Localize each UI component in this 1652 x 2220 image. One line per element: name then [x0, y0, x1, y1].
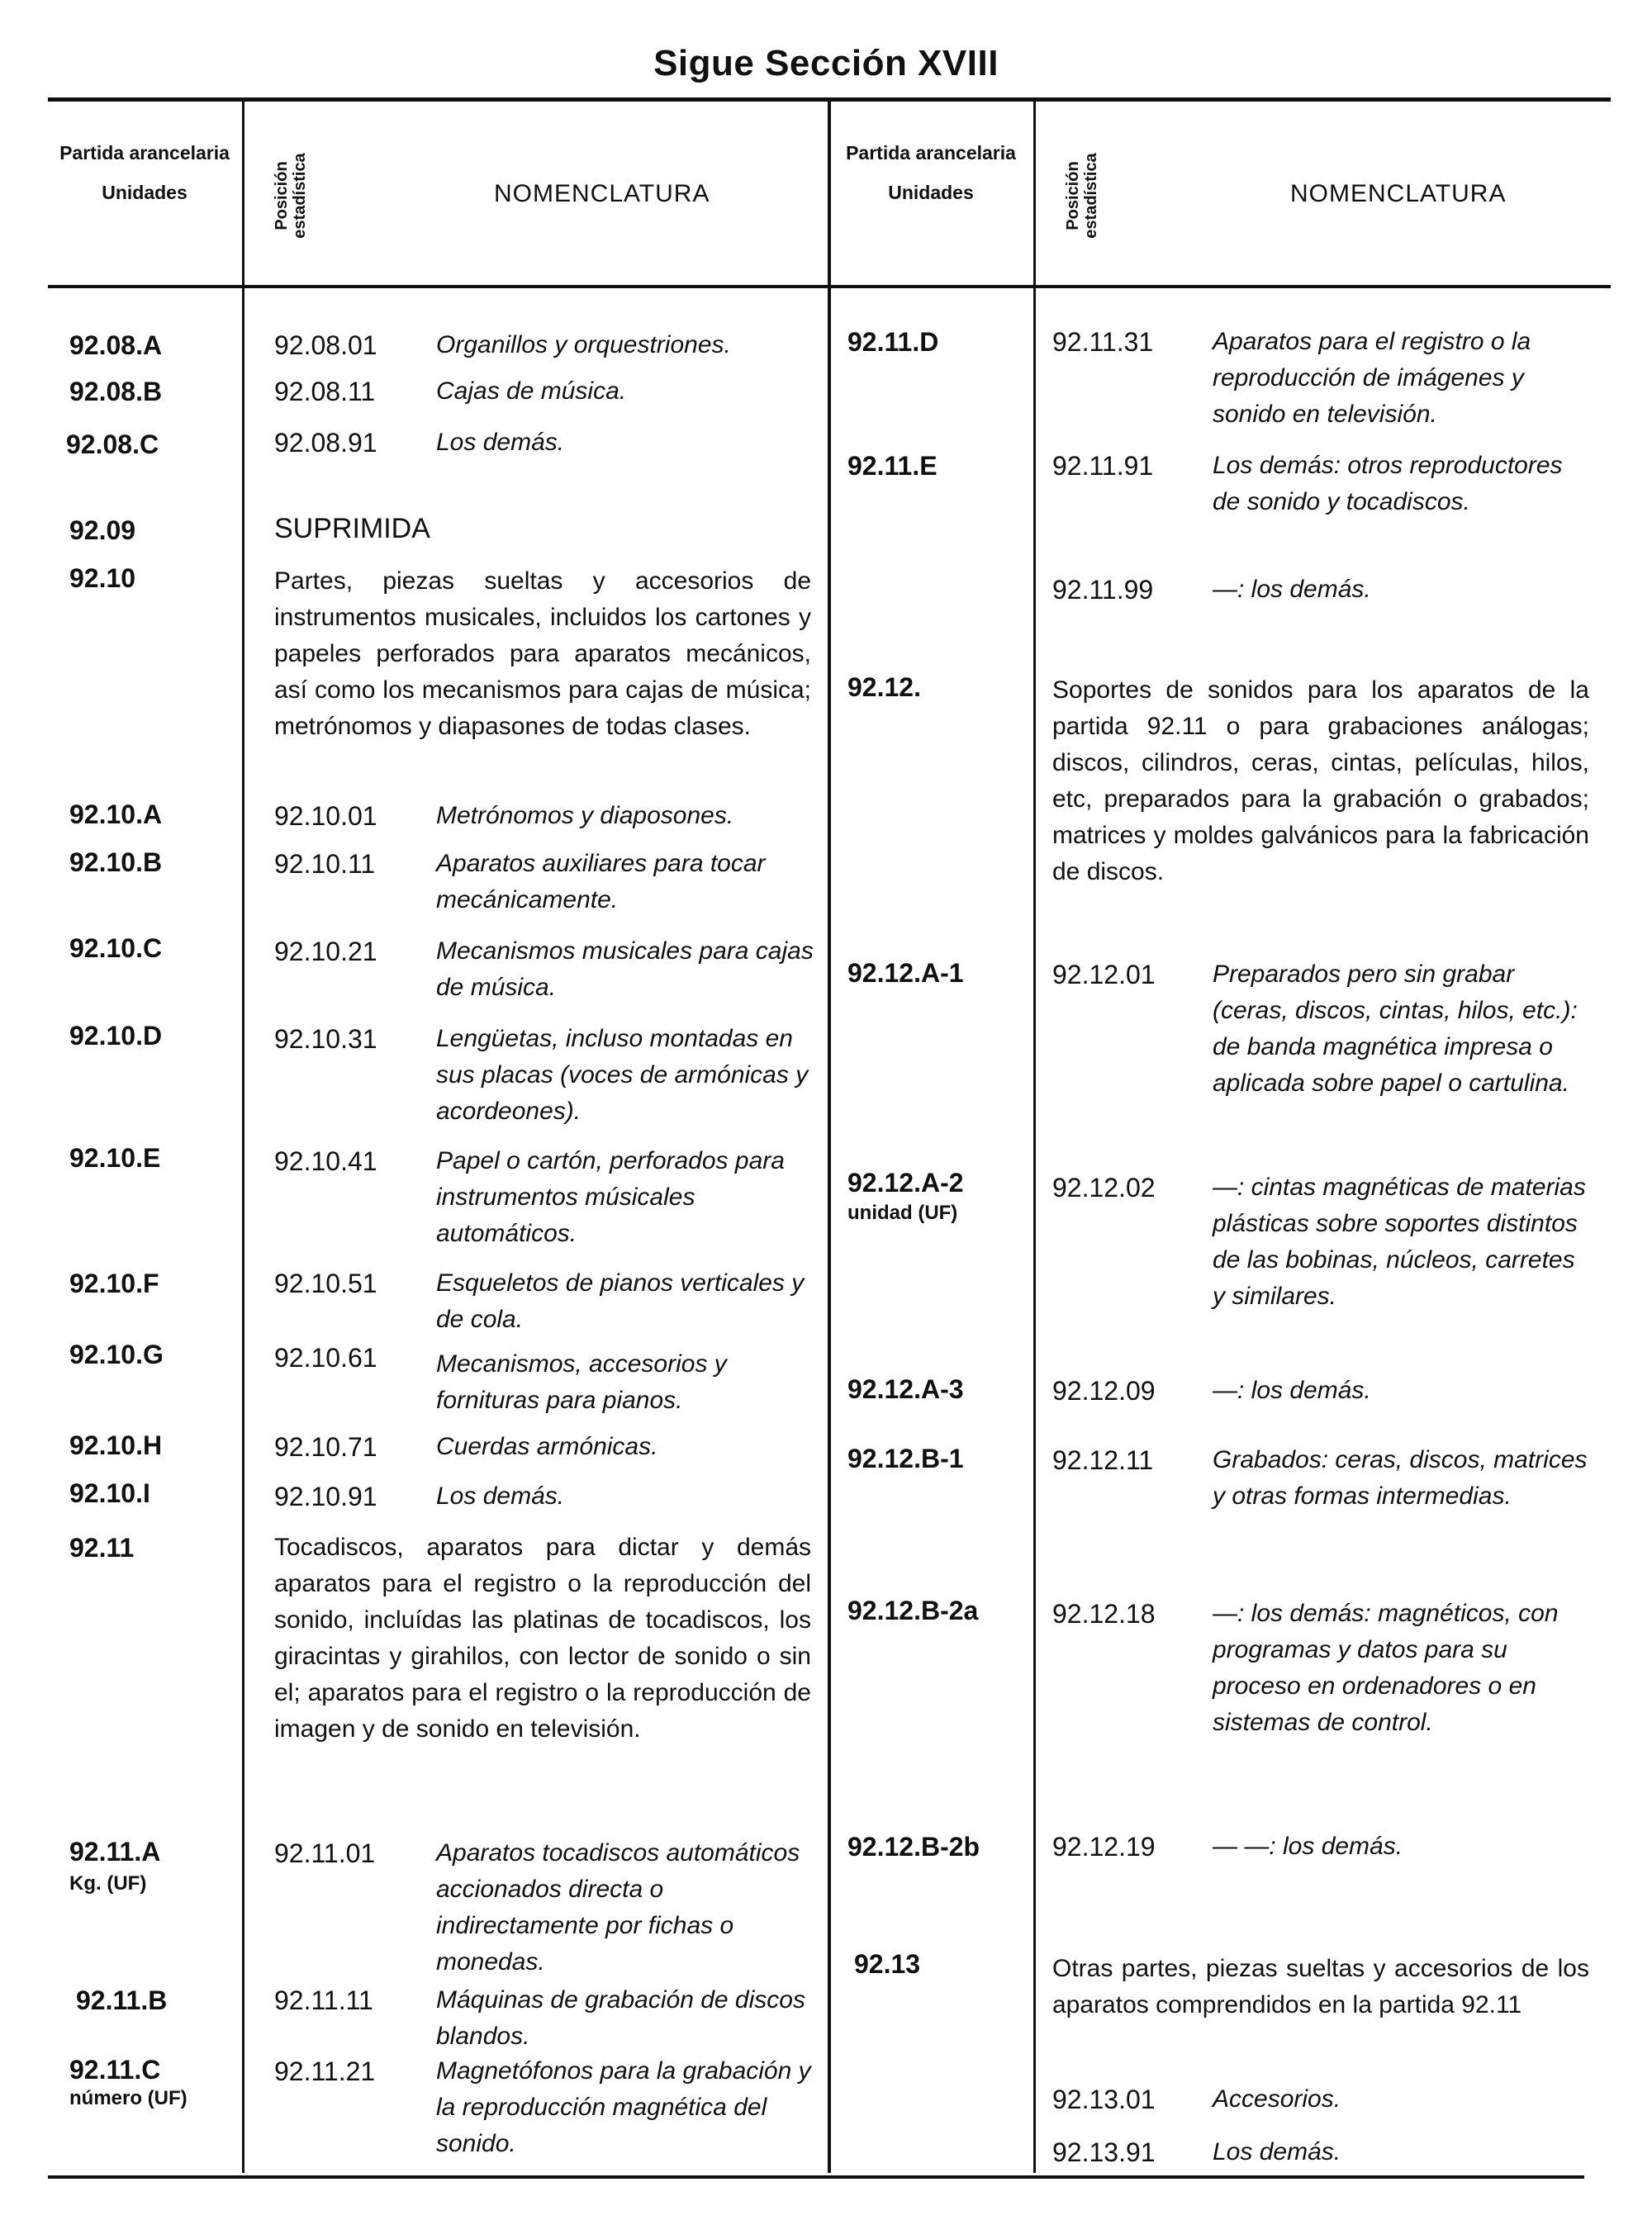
statistical-position: 92.11.99 — [1052, 575, 1154, 605]
partida-code: 92.13 — [854, 1949, 921, 1979]
unit-label: unidad (UF) — [847, 1202, 958, 1224]
statistical-position: 92.12.01 — [1052, 960, 1156, 989]
statistical-position: 92.10.91 — [274, 1482, 377, 1511]
description: —: los demás: magnéticos, con programas y datos para su proceso en ordenadores o en sistemas de control. — [1213, 1600, 1559, 1736]
statistical-position: 92.11.31 — [1052, 327, 1154, 357]
description: Los demás: otros reproductores de sonido y tocadiscos. — [1213, 452, 1563, 515]
column-divider — [242, 102, 244, 2173]
partida-code: 92.10.A — [69, 799, 163, 829]
description: — —: los demás. — [1213, 1833, 1403, 1860]
partida-code: 92.10.E — [69, 1143, 161, 1173]
unit-label: Kg. (UF) — [69, 1872, 147, 1895]
description: Organillos y orquestriones. — [436, 331, 731, 358]
unit-label: número (UF) — [69, 2087, 188, 2109]
posicion-header: Posición estadística — [1064, 153, 1100, 239]
statistical-position: 92.08.11 — [274, 377, 376, 406]
statistical-position: 92.13.91 — [1052, 2137, 1156, 2167]
description: Los demás. — [436, 1482, 565, 1510]
partida-code: 92.08.B — [69, 377, 163, 406]
partida-code: 92.08.C — [66, 429, 159, 459]
partida-code: 92.11.B — [76, 1985, 168, 2015]
partida-code: 92.10.C — [69, 933, 163, 963]
partida-code: 92.12.A-1 — [847, 958, 964, 988]
partida-code: 92.12.B-1 — [847, 1444, 964, 1473]
statistical-position: 92.10.21 — [274, 937, 377, 966]
description: Cajas de música. — [436, 377, 627, 405]
statistical-position: 92.11.91 — [1052, 451, 1154, 481]
statistical-position: 92.12.02 — [1052, 1173, 1156, 1202]
description: Esqueletos de pianos verticales y de cola. — [436, 1269, 805, 1333]
partida-code: 92.10 — [69, 563, 136, 593]
statistical-position: 92.08.01 — [274, 330, 377, 360]
description: Metrónomos y diaposones. — [436, 802, 734, 829]
partida-code: 92.10.I — [69, 1478, 150, 1508]
description: Grabados: ceras, discos, matrices y otras formas intermedias. — [1213, 1446, 1588, 1510]
posicion-header: Posición estadística — [273, 153, 309, 239]
partida-code: 92.10.H — [69, 1430, 163, 1460]
partida-code: 92.12.A-3 — [847, 1374, 964, 1404]
description: —: los demás. — [1213, 1377, 1371, 1404]
page-title: Sigue Sección XVIII — [653, 43, 999, 83]
partida-code: 92.12. — [847, 672, 921, 702]
statistical-position: 92.10.01 — [274, 801, 377, 831]
partida-code: 92.11.C — [69, 2055, 161, 2085]
statistical-position: 92.11.11 — [274, 1985, 373, 2015]
statistical-position: 92.08.91 — [274, 428, 377, 458]
description: Tocadiscos, aparatos para dictar y demás aparatos para el registro o la reproducción del sonido, incluídas las platinas de tocadiscos, los giracintas y girahilos, con lector de sonido o sin el; aparatos para el registro o la reproducción de imagen y de sonido en televisión. — [274, 1534, 811, 1743]
partida-code: 92.12.B-2a — [847, 1596, 979, 1625]
description: Máquinas de grabación de discos blandos. — [436, 1986, 805, 2050]
statistical-position: 92.10.11 — [274, 849, 376, 879]
description: Partes, piezas sueltas y accesorios de instrumentos musicales, incluidos los cartones y papeles perforados para aparatos mecánicos, así como los mecanismos para cajas de música; metrónomos y diapasones de todas clases. — [274, 567, 811, 740]
description: Mecanismos musicales para cajas de música. — [436, 937, 814, 1001]
partida-code: 92.11.E — [847, 451, 938, 481]
description: Accesorios. — [1213, 2085, 1341, 2113]
description: —: cintas magnéticas de materias plásticas sobre soportes distintos de las bobinas, núcleos, carretes y similares. — [1213, 1174, 1586, 1310]
partida-code: 92.11.A — [69, 1837, 161, 1867]
bottom-rule — [48, 2175, 1584, 2179]
column-divider — [828, 102, 831, 2173]
statistical-position: 92.12.09 — [1052, 1376, 1156, 1406]
partida-code: 92.10.D — [69, 1021, 163, 1051]
column-divider — [1033, 102, 1036, 2173]
description: Papel o cartón, perforados para instrumentos músicales automáticos. — [436, 1147, 785, 1247]
statistical-position: 92.12.18 — [1052, 1599, 1156, 1629]
nomenclatura-header: NOMENCLATURA — [1290, 180, 1507, 207]
description: Aparatos tocadiscos automáticos accionados directa o indirectamente por fichas o monedas. — [436, 1839, 800, 1976]
description: —: los demás. — [1213, 576, 1371, 603]
partida-code: 92.09 — [69, 515, 136, 545]
description: Preparados pero sin grabar (ceras, discos, cintas, hilos, etc.): de banda magnética impresa o aplicada sobre papel o cartulina. — [1213, 961, 1578, 1097]
unidades-header: Unidades — [102, 182, 188, 203]
statistical-position: 92.10.51 — [274, 1269, 377, 1298]
statistical-position: 92.12.11 — [1052, 1445, 1154, 1475]
description: SUPRIMIDA — [274, 513, 430, 544]
partida-code: 92.10.B — [69, 847, 163, 877]
statistical-position: 92.11.21 — [274, 2056, 376, 2086]
unidades-header: Unidades — [888, 182, 974, 203]
statistical-position: 92.10.71 — [274, 1432, 377, 1462]
partida-code: 92.12.B-2b — [847, 1832, 980, 1862]
partida-code: 92.08.A — [69, 330, 163, 360]
description: Aparatos auxiliares para tocar mecánicamente. — [436, 850, 766, 913]
description: Soportes de sonidos para los aparatos de la partida 92.11 o para grabaciones análogas; discos, cilindros, ceras, cintas, películas, hilos, etc, preparados para la grabación o grabados; matrices y moldes galvánicos para la fabricación de discos. — [1052, 676, 1589, 885]
description: Los demás. — [1213, 2138, 1341, 2165]
statistical-position: 92.12.19 — [1052, 1832, 1156, 1862]
statistical-position: 92.13.01 — [1052, 2085, 1156, 2114]
description: Magnetófonos para la grabación y la reproducción magnética del sonido. — [436, 2057, 811, 2157]
description: Los demás. — [436, 429, 565, 456]
partida-code: 92.10.G — [69, 1340, 164, 1369]
nomenclatura-header: NOMENCLATURA — [494, 180, 710, 207]
description: Cuerdas armónicas. — [436, 1433, 658, 1460]
description: Otras partes, piezas sueltas y accesorios de los aparatos comprendidos en la partida 92.11 — [1052, 1955, 1589, 2018]
statistical-position: 92.11.01 — [274, 1838, 376, 1868]
partida-code: 92.12.A-2 — [847, 1168, 964, 1198]
partida-code: 92.11.D — [847, 327, 939, 357]
statistical-position: 92.10.41 — [274, 1146, 377, 1176]
partida-code: 92.11 — [69, 1533, 135, 1563]
partida-header: Partida arancelaria Unidades — [58, 139, 231, 206]
statistical-position: 92.10.61 — [274, 1343, 377, 1373]
statistical-position: 92.10.31 — [274, 1024, 377, 1054]
description: Lengüetas, incluso montadas en sus placas (voces de armónicas y acordeones). — [436, 1025, 809, 1125]
description: Aparatos para el registro o la reproducción de imágenes y sonido en televisión. — [1213, 328, 1531, 428]
description: Mecanismos, accesorios y fornituras para pianos. — [436, 1350, 727, 1414]
partida-code: 92.10.F — [69, 1269, 159, 1298]
partida-header: Partida arancelaria Unidades — [844, 139, 1018, 206]
